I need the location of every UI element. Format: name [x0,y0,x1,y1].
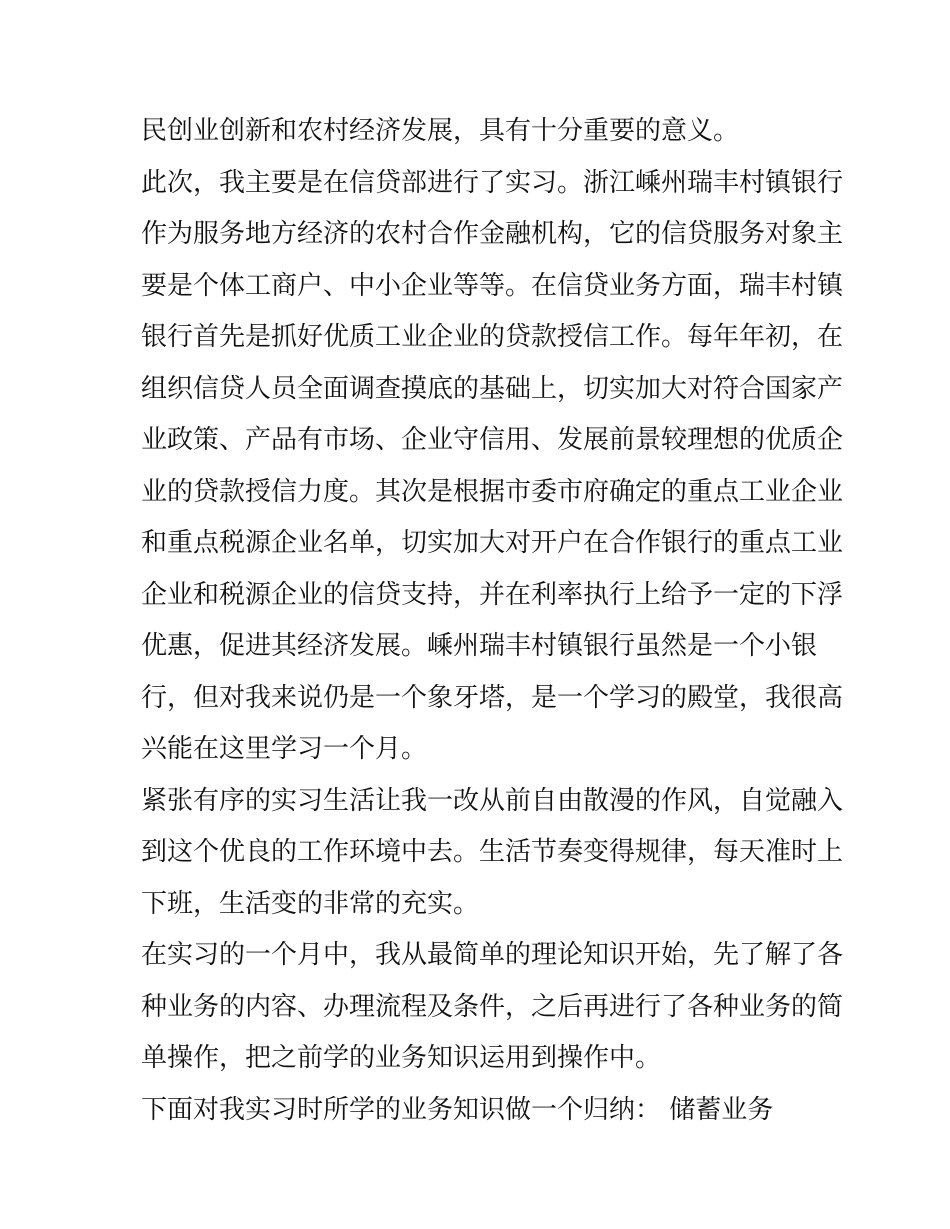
text-line-18: 种业务的内容、办理流程及条件，之后再进行了各种业务的简 [141,991,844,1022]
text-line-10: 企业和税源企业的信贷支持，并在利率执行上给予一定的下浮 [141,579,844,610]
text-line-13: 兴能在这里学习一个月。 [141,734,428,764]
body-text [141,106,844,1136]
text-line-16: 下班，生活变的非常的充实。 [141,888,480,919]
text-line-11: 优惠，促进其经济发展。嵊州瑞丰村镇银行虽然是一个小银 [141,631,818,661]
text-line-4: 要是个体工商户、中小企业等等。在信贷业务方面，瑞丰村镇 [141,270,844,301]
text-line-3: 作为服务地方经济的农村合作金融机构，它的信贷服务对象主 [141,219,844,249]
text-line-7: 业政策、产品有市场、企业守信用、发展前景较理想的优质企 [141,425,844,455]
text-line-2: 此次，我主要是在信贷部进行了实习。浙江嵊州瑞丰村镇银行 [141,167,844,198]
text-line-20: 下面对我实习时所学的业务知识做一个归纳： 储蓄业务 [141,1094,774,1125]
text-line-9: 和重点税源企业名单，切实加大对开户在合作银行的重点工业 [141,528,844,558]
text-line-5: 银行首先是抓好优质工业企业的贷款授信工作。每年年初，在 [141,322,844,352]
text-line-14: 紧张有序的实习生活让我一改从前自由散漫的作风，自觉融入 [141,785,844,816]
text-line-1: 民创业创新和农村经济发展，具有十分重要的意义。 [141,116,740,146]
text-line-19: 单操作，把之前学的业务知识运用到操作中。 [141,1043,662,1073]
text-line-8: 业的贷款授信力度。其次是根据市委市府确定的重点工业企业 [141,476,844,507]
text-line-15: 到这个优良的工作环境中去。生活节奏变得规律，每天准时上 [141,837,844,867]
text-line-6: 组织信贷人员全面调查摸底的基础上，切实加大对符合国家产 [141,373,844,404]
text-line-12: 行，但对我来说仍是一个象牙塔，是一个学习的殿堂，我很高 [141,682,844,713]
text-line-17: 在实习的一个月中，我从最简单的理论知识开始，先了解了各 [141,940,844,970]
